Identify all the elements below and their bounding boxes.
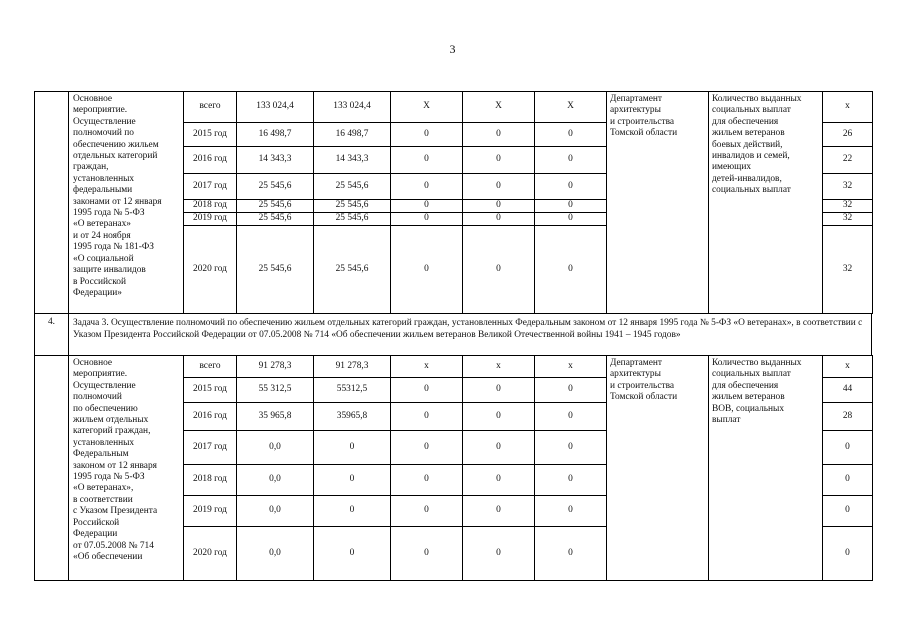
- local-cell: 0: [463, 226, 535, 314]
- activity-description: Основное мероприятие. Осуществление полномочий по обеспечению жильем отдельных категорий граждан, установленных Федеральным законом от 12 января 1995 года № 5-ФЗ «О ветеранах», в соответствии с Указом Президента Российской Федерации от 07.05.2008 № 714 «Об обеспечении: [69, 356, 184, 581]
- federal-cell: 0: [314, 496, 391, 527]
- regional-cell: 0: [391, 200, 463, 213]
- federal-cell: 25 545,6: [314, 200, 391, 213]
- target-value-cell: х: [823, 92, 873, 123]
- other-cell: х: [535, 356, 607, 378]
- local-cell: 0: [463, 403, 535, 431]
- target-value-cell: 32: [823, 213, 873, 226]
- executor-cell: Департамент архитектуры и строительства Томской области: [607, 356, 709, 581]
- period-cell: 2015 год: [184, 378, 237, 403]
- total-cell: 25 545,6: [237, 174, 314, 200]
- target-value-cell: 26: [823, 123, 873, 147]
- row-number-cell: [35, 92, 69, 314]
- federal-cell: 35965,8: [314, 403, 391, 431]
- local-cell: 0: [463, 465, 535, 496]
- regional-cell: 0: [391, 527, 463, 581]
- executor-cell: Департамент архитектуры и строительства Томской области: [607, 92, 709, 314]
- other-cell: 0: [535, 200, 607, 213]
- local-cell: 0: [463, 527, 535, 581]
- total-cell: 0,0: [237, 465, 314, 496]
- indicator-cell: Количество выданных социальных выплат для обеспечения жильем ветеранов боевых действий, инвалидов и семей, имеющих детей-инвалидов, социальных выплат: [709, 92, 823, 314]
- target-value-cell: 32: [823, 174, 873, 200]
- regional-cell: Х: [391, 92, 463, 123]
- period-cell: 2020 год: [184, 226, 237, 314]
- target-value-cell: х: [823, 356, 873, 378]
- total-cell: 55 312,5: [237, 378, 314, 403]
- period-cell: всего: [184, 356, 237, 378]
- target-value-cell: 32: [823, 226, 873, 314]
- federal-cell: 0: [314, 465, 391, 496]
- federal-cell: 0: [314, 527, 391, 581]
- regional-cell: 0: [391, 431, 463, 465]
- local-cell: 0: [463, 200, 535, 213]
- total-cell: 0,0: [237, 496, 314, 527]
- regional-cell: х: [391, 356, 463, 378]
- local-cell: 0: [463, 174, 535, 200]
- other-cell: 0: [535, 213, 607, 226]
- task-number: 4.: [35, 313, 69, 355]
- regional-cell: 0: [391, 226, 463, 314]
- regional-cell: 0: [391, 403, 463, 431]
- federal-cell: 0: [314, 431, 391, 465]
- federal-cell: 133 024,4: [314, 92, 391, 123]
- other-cell: 0: [535, 403, 607, 431]
- other-cell: 0: [535, 226, 607, 314]
- period-cell: 2017 год: [184, 174, 237, 200]
- regional-cell: 0: [391, 465, 463, 496]
- regional-cell: 0: [391, 378, 463, 403]
- activity-description: Основное мероприятие. Осуществление полномочий по обеспечению жильем отдельных категорий граждан, установленных федеральными законами от 12 января 1995 года № 5-ФЗ «О ветеранах» и от 24 ноября 1995 года № 181-ФЗ «О социальной защите инвалидов в Российской Федерации»: [69, 92, 184, 314]
- other-cell: Х: [535, 92, 607, 123]
- target-value-cell: 0: [823, 527, 873, 581]
- period-cell: 2020 год: [184, 527, 237, 581]
- other-cell: 0: [535, 527, 607, 581]
- other-cell: 0: [535, 465, 607, 496]
- total-cell: 0,0: [237, 431, 314, 465]
- local-cell: х: [463, 356, 535, 378]
- total-cell: 25 545,6: [237, 226, 314, 314]
- local-cell: Х: [463, 92, 535, 123]
- target-value-cell: 28: [823, 403, 873, 431]
- task-description: Задача 3. Осуществление полномочий по обеспечению жильем отдельных категорий граждан, установленных Федеральным законом от 12 января 1995 года № 5-ФЗ «О ветеранах», в соответствии с Указом Президента Российской Федерации от 07.05.2008 № 714 «Об обеспечении жильем ветеранов Великой Отечественной войны 1941 – 1945 годов»: [73, 318, 863, 340]
- local-cell: 0: [463, 378, 535, 403]
- regional-cell: 0: [391, 496, 463, 527]
- target-value-cell: 0: [823, 465, 873, 496]
- other-cell: 0: [535, 147, 607, 174]
- row-number-cell: [35, 356, 69, 581]
- period-cell: 2019 год: [184, 496, 237, 527]
- page-number: 3: [449, 42, 456, 56]
- target-value-cell: 44: [823, 378, 873, 403]
- period-cell: 2015 год: [184, 123, 237, 147]
- federal-cell: 91 278,3: [314, 356, 391, 378]
- federal-cell: 25 545,6: [314, 174, 391, 200]
- federal-cell: 25 545,6: [314, 226, 391, 314]
- other-cell: 0: [535, 431, 607, 465]
- period-cell: 2016 год: [184, 147, 237, 174]
- target-value-cell: 0: [823, 431, 873, 465]
- period-cell: всего: [184, 92, 237, 123]
- period-cell: 2019 год: [184, 213, 237, 226]
- table-block-2: [34, 355, 873, 581]
- federal-cell: 25 545,6: [314, 213, 391, 226]
- task-row: [34, 313, 872, 355]
- period-cell: 2016 год: [184, 403, 237, 431]
- other-cell: 0: [535, 378, 607, 403]
- regional-cell: 0: [391, 147, 463, 174]
- indicator-cell: Количество выданных социальных выплат для обеспечения жильем ветеранов ВОВ, социальных выплат: [709, 356, 823, 581]
- target-value-cell: 22: [823, 147, 873, 174]
- federal-cell: 16 498,7: [314, 123, 391, 147]
- total-cell: 16 498,7: [237, 123, 314, 147]
- period-cell: 2018 год: [184, 200, 237, 213]
- regional-cell: 0: [391, 123, 463, 147]
- local-cell: 0: [463, 213, 535, 226]
- local-cell: 0: [463, 147, 535, 174]
- total-cell: 14 343,3: [237, 147, 314, 174]
- total-cell: 0,0: [237, 527, 314, 581]
- local-cell: 0: [463, 496, 535, 527]
- total-cell: 25 545,6: [237, 200, 314, 213]
- federal-cell: 14 343,3: [314, 147, 391, 174]
- local-cell: 0: [463, 431, 535, 465]
- local-cell: 0: [463, 123, 535, 147]
- target-value-cell: 32: [823, 200, 873, 213]
- other-cell: 0: [535, 496, 607, 527]
- regional-cell: 0: [391, 213, 463, 226]
- period-cell: 2017 год: [184, 431, 237, 465]
- table-block-1: [34, 91, 873, 314]
- total-cell: 25 545,6: [237, 213, 314, 226]
- total-cell: 35 965,8: [237, 403, 314, 431]
- target-value-cell: 0: [823, 496, 873, 527]
- federal-cell: 55312,5: [314, 378, 391, 403]
- total-cell: 91 278,3: [237, 356, 314, 378]
- regional-cell: 0: [391, 174, 463, 200]
- period-cell: 2018 год: [184, 465, 237, 496]
- total-cell: 133 024,4: [237, 92, 314, 123]
- other-cell: 0: [535, 123, 607, 147]
- other-cell: 0: [535, 174, 607, 200]
